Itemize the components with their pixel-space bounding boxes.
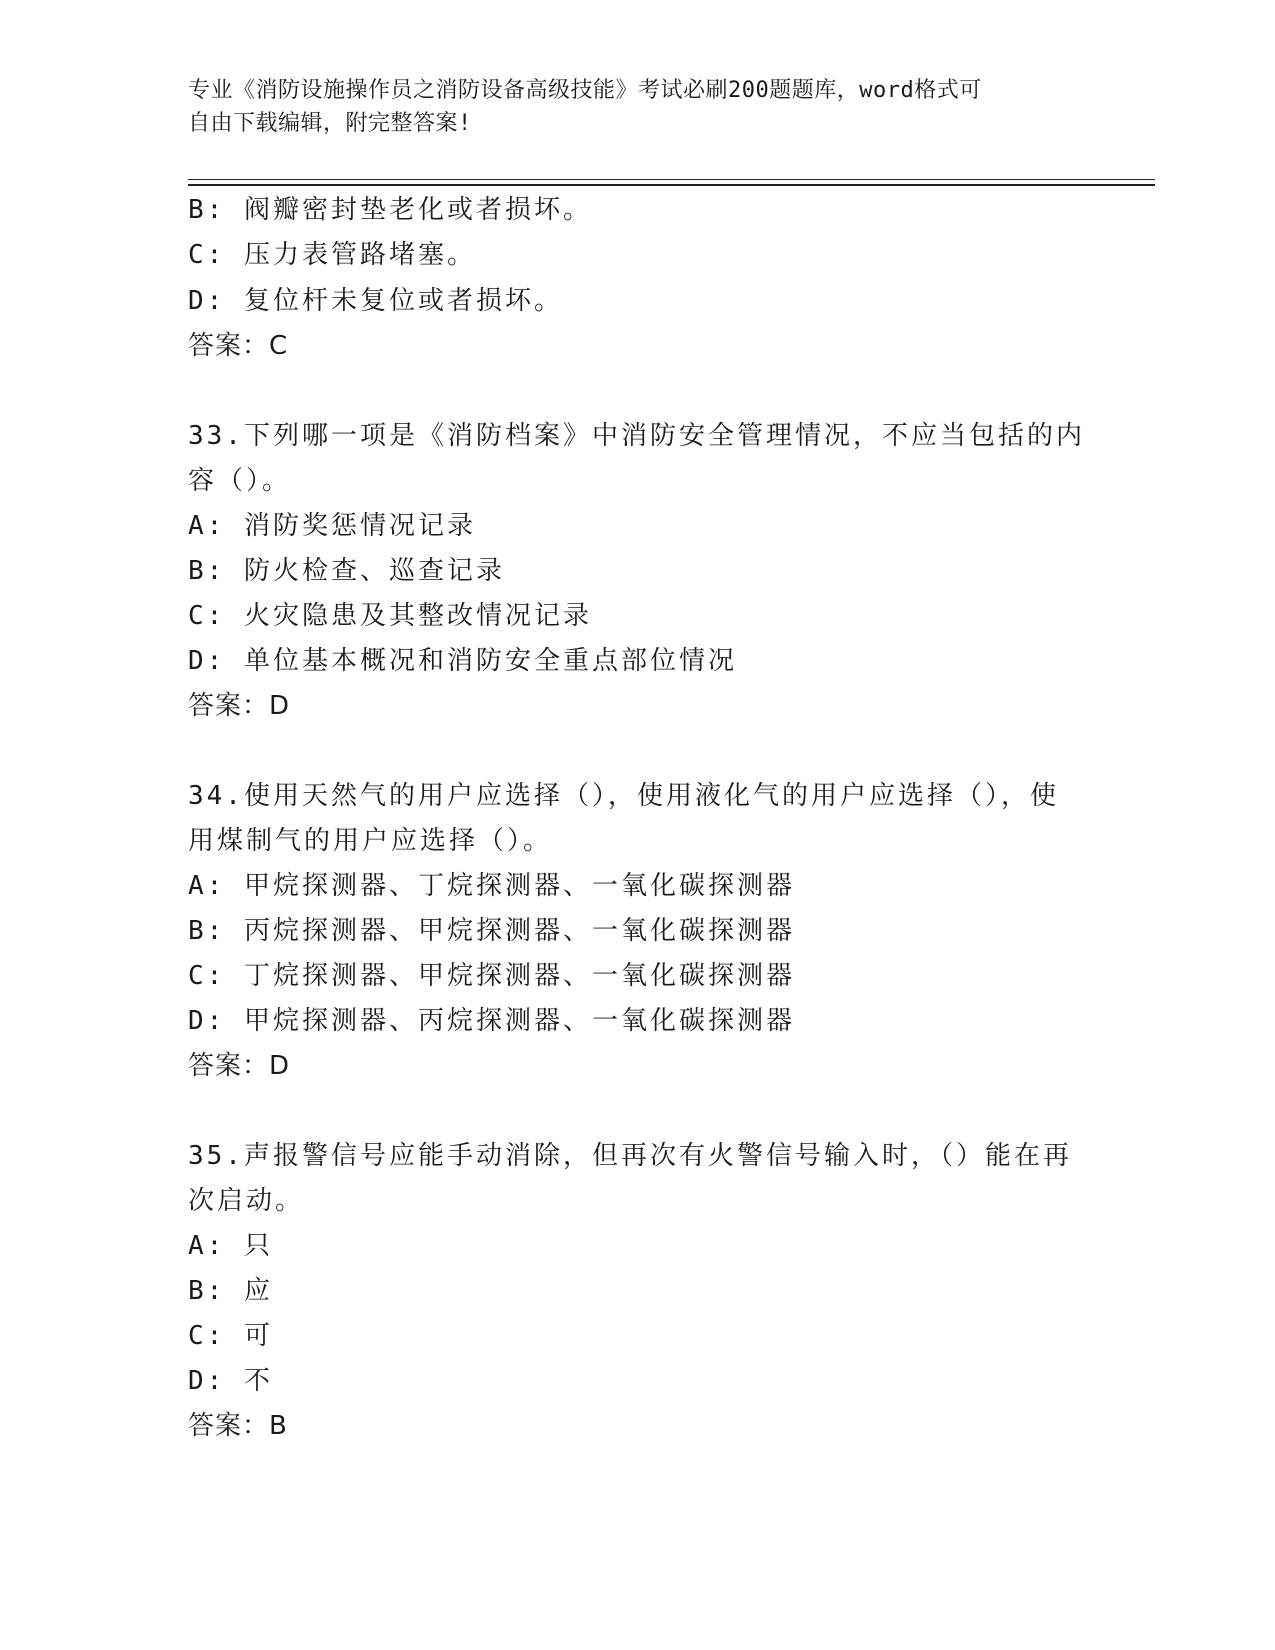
header-divider-thin: [188, 179, 1155, 180]
q35-option-c: C: 可: [188, 1321, 273, 1351]
q34-stem-line-1: 34.使用天然气的用户应选择（），使用液化气的用户应选择（），使: [188, 781, 1059, 811]
q32-option-b: B: 阀瓣密封垫老化或者损坏。: [188, 195, 592, 225]
q34-option-c: C: 丁烷探测器、甲烷探测器、一氧化碳探测器: [188, 961, 795, 991]
q33-option-d: D: 单位基本概况和消防安全重点部位情况: [188, 646, 737, 676]
q32-answer: 答案：C: [188, 331, 289, 361]
q34-option-a: A: 甲烷探测器、丁烷探测器、一氧化碳探测器: [188, 871, 795, 901]
q34-option-d: D: 甲烷探测器、丙烷探测器、一氧化碳探测器: [188, 1006, 795, 1036]
q32-option-c: C: 压力表管路堵塞。: [188, 240, 476, 270]
q33-option-c: C: 火灾隐患及其整改情况记录: [188, 601, 592, 631]
q35-option-d: D: 不: [188, 1366, 273, 1396]
q33-option-a: A: 消防奖惩情况记录: [188, 511, 476, 541]
header-line-1: 专业《消防设施操作员之消防设备高级技能》考试必刷200题题库，word格式可: [188, 78, 982, 103]
q35-stem-line-2: 次启动。: [188, 1186, 305, 1216]
q33-option-b: B: 防火检查、巡查记录: [188, 556, 505, 586]
q35-stem-line-1: 35.声报警信号应能手动消除，但再次有火警信号输入时，（）能在再: [188, 1141, 1072, 1171]
q33-stem-line-1: 33.下列哪一项是《消防档案》中消防安全管理情况，不应当包括的内: [188, 421, 1085, 451]
header-line-2: 自由下载编辑，附完整答案!: [188, 111, 472, 136]
q33-stem-line-2: 容（）。: [188, 466, 292, 496]
document-header: [188, 74, 1068, 140]
q35-option-b: B: 应: [188, 1276, 273, 1306]
q34-stem-line-2: 用煤制气的用户应选择（）。: [188, 826, 553, 856]
q35-answer: 答案：B: [188, 1411, 288, 1441]
q34-answer: 答案：D: [188, 1051, 291, 1081]
q33-answer: 答案：D: [188, 691, 291, 721]
q32-option-d: D: 复位杆未复位或者损坏。: [188, 286, 563, 316]
q35-option-a: A: 只: [188, 1231, 273, 1261]
q34-option-b: B: 丙烷探测器、甲烷探测器、一氧化碳探测器: [188, 916, 795, 946]
header-divider-thick: [188, 184, 1155, 186]
